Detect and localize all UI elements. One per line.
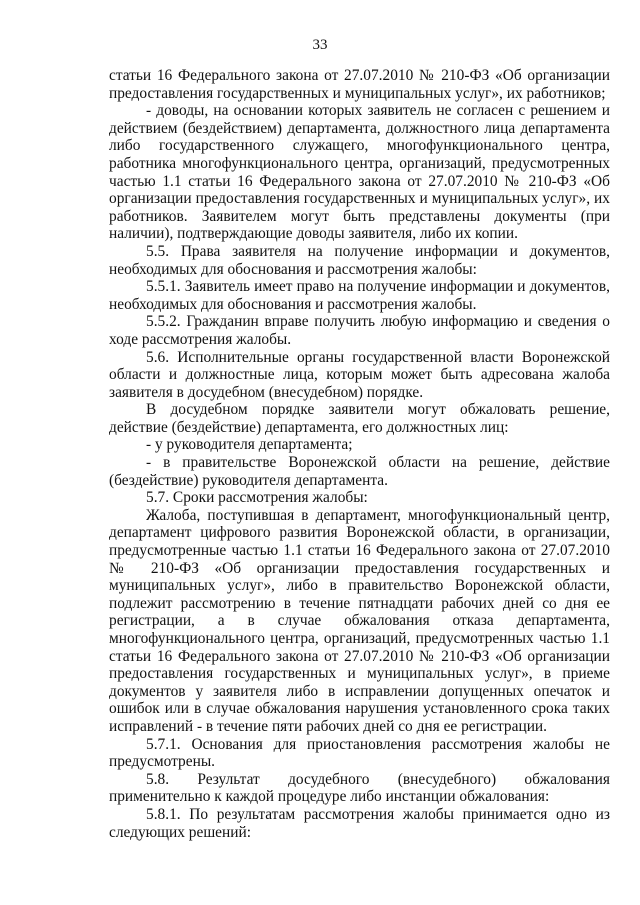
paragraph: - у руководителя департамента; (146, 436, 353, 454)
paragraph: 5.5.2. Гражданин вправе получить любую информацию и сведения о ходе рассмотрения жалобы. (109, 313, 610, 348)
paragraph: 5.8.1. По результатам рассмотрения жалобы принимается одно из следующих решений: (109, 805, 610, 841)
paragraph: 5.8. Результат досудебного (внесудебного) обжалования применительно к каждой процедуре либо инстанции обжалования: (109, 770, 610, 806)
page-number: 33 (312, 37, 328, 53)
paragraph: Жалоба, поступившая в департамент, многофункциональный центр, департамент цифрового развития Воронежской области, в организации, предусмотренные частью 1.1 статьи 16 Федерального закона от 27.07.2010 № 210-ФЗ «Об организации предоставления государственных и муниципальных услуг», либо в правительство Воронежской области, подлежит рассмотрению в течение пятнадцати рабочих дней со дня ее регистрации, а в случае обжалования отказа департамента, многофункционального центра, организаций, предусмотренных частью 1.1 статьи 16 Федерального закона от 27.07.2010 № 210-ФЗ «Об организации предоставления государственных и муниципальных услуг», в приеме документов у заявителя либо в исправлении допущенных опечаток и ошибок или в случае обжалования нарушения установленного срока таких исправлений - в течение пяти рабочих дней со дня ее регистрации. (109, 506, 610, 735)
paragraph: 5.7. Сроки рассмотрения жалобы: (146, 489, 368, 507)
paragraph: статьи 16 Федерального закона от 27.07.2010 № 210-ФЗ «Об организации предоставления государственных и муниципальных услуг», их работников; (109, 67, 610, 102)
paragraph: - в правительстве Воронежской области на решение, действие (бездействие) руководителя департамента. (109, 454, 610, 489)
paragraph: 5.5.1. Заявитель имеет право на получение информации и документов, необходимых для обоснования и рассмотрения жалобы. (109, 278, 610, 313)
paragraph: - доводы, на основании которых заявитель не согласен с решением и действием (бездействием) департамента, должностного лица департамента либо государственного служащего, многофункционального центра, работника многофункционального центра, организаций, предусмотренных частью 1.1 статьи 16 Федерального закона от 27.07.2010 № 210-ФЗ «Об организации предоставления государственных и муниципальных услуг», их работников. Заявителем могут быть представлены документы (при наличии), подтверждающие доводы заявителя, либо их копии. (109, 102, 610, 243)
document-body (109, 67, 610, 841)
paragraph: 5.6. Исполнительные органы государственной власти Воронежской области и должностные лица, которым может быть адресована жалоба заявителя в досудебном (внесудебном) порядке. (109, 348, 610, 401)
paragraph: В досудебном порядке заявители могут обжаловать решение, действие (бездействие) департамента, его должностных лиц: (109, 401, 610, 436)
paragraph: 5.5. Права заявителя на получение информации и документов, необходимых для обоснования и рассмотрения жалобы: (109, 242, 610, 278)
paragraph: 5.7.1. Основания для приостановления рассмотрения жалобы не предусмотрены. (109, 735, 610, 771)
